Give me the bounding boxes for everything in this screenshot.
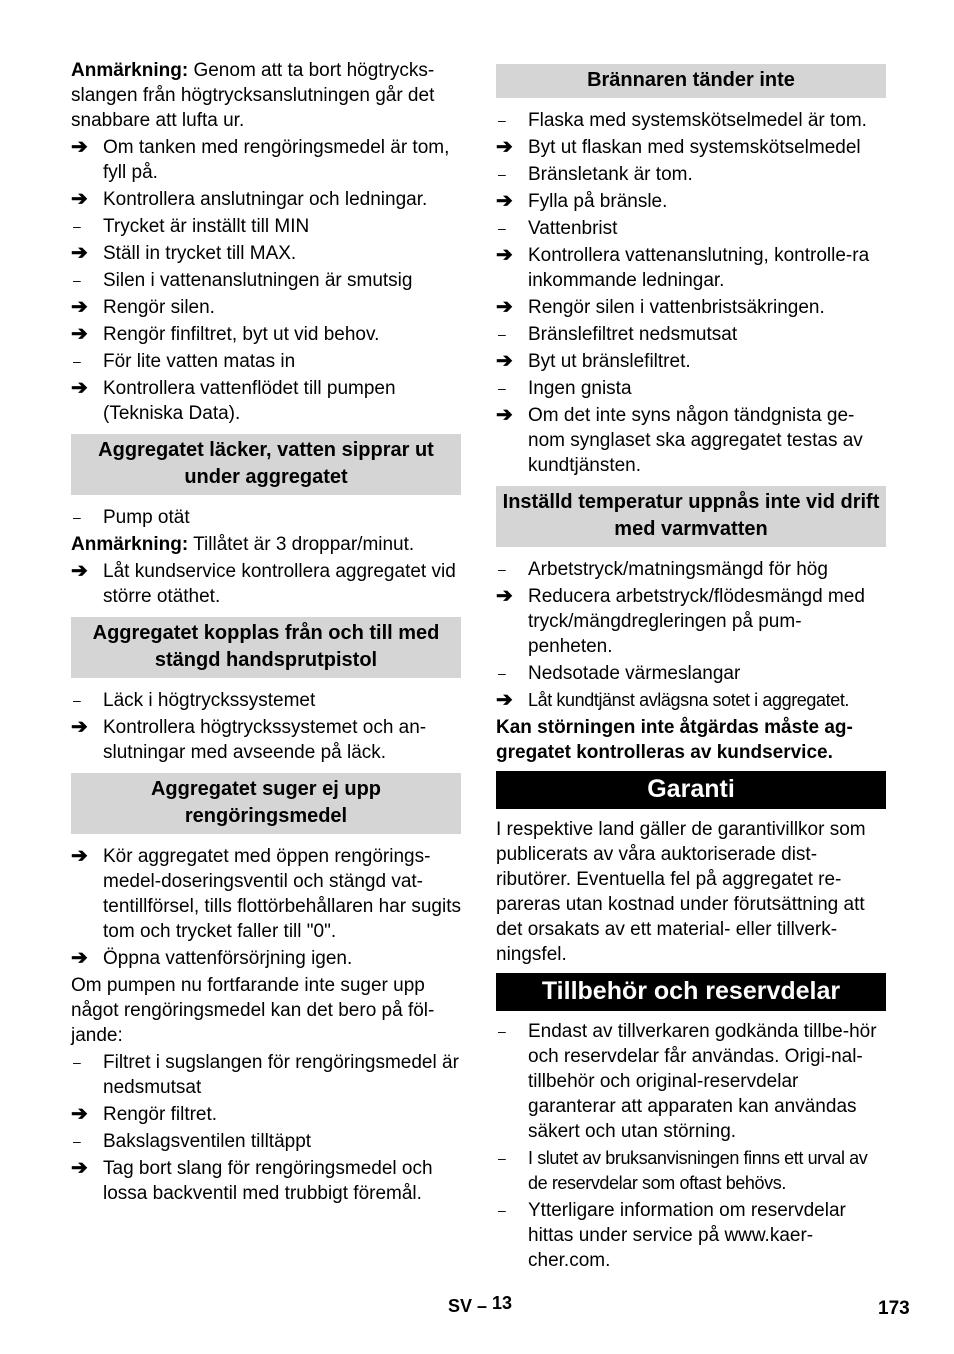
- list-item-text: Rengör finfiltret, byt ut vid behov.: [103, 324, 380, 345]
- note-paragraph: [71, 532, 461, 557]
- dash-bullet-icon: –: [73, 692, 81, 708]
- list-item: [71, 349, 461, 374]
- list-item: [496, 108, 886, 133]
- dash-bullet-icon: –: [73, 272, 81, 288]
- dash-bullet-icon: –: [73, 509, 81, 525]
- dash-bullet-icon: –: [498, 220, 506, 236]
- list-item-text: Läck i högtryckssystemet: [103, 690, 316, 711]
- note-paragraph: [71, 58, 461, 133]
- list-item-text: Vattenbrist: [528, 218, 618, 239]
- note-text: Tillåtet är 3 droppar/minut.: [188, 534, 415, 555]
- list-item: [71, 1156, 461, 1206]
- garanti-paragraph: I respektive land gäller de garantivillkor som publicerats av våra auktoriserade dist-ributörer. Eventuella fel på aggregatet re-pareras utan kostnad under förutsättning att det orsakats av ett material- eller tillverk-ningsfel.: [496, 819, 866, 965]
- list: [496, 108, 886, 478]
- dash-bullet-icon: –: [498, 665, 506, 681]
- list-item: [496, 322, 886, 347]
- arrow-right-icon: ➔: [71, 323, 88, 345]
- list-item-text: Om tanken med rengöringsmedel är tom, fyll på.: [103, 137, 450, 183]
- note-text: Genom att ta bort högtrycks-slangen från högtrycksanslutningen går det snabbare att lufta ur.: [71, 60, 435, 131]
- list-item-text: Rengör filtret.: [103, 1104, 218, 1125]
- section-heading: Aggregatet suger ej upp rengöringsmedel: [71, 773, 461, 834]
- dash-bullet-icon: –: [498, 1023, 506, 1039]
- list-item-text: Rengör silen i vattenbristsäkringen.: [528, 297, 825, 318]
- list-item: [71, 376, 461, 426]
- list-item: [71, 214, 461, 239]
- arrow-right-icon: ➔: [496, 404, 513, 426]
- list-item-text: Kontrollera vattenanslutning, kontrolle-ra inkommande ledningar.: [528, 245, 870, 291]
- list-item-text: Bränslefiltret nedsmutsat: [528, 324, 738, 345]
- list-item-text: Filtret i sugslangen för rengöringsmedel är nedsmutsat: [103, 1052, 459, 1098]
- list-item: [496, 1019, 886, 1144]
- list: [496, 557, 886, 713]
- dash-bullet-icon: –: [498, 1202, 506, 1218]
- list-item: [496, 349, 886, 374]
- arrow-right-icon: ➔: [496, 585, 513, 607]
- list-item: [71, 187, 461, 212]
- list-item-text: Låt kundservice kontrollera aggregatet vid större otäthet.: [103, 561, 456, 607]
- arrow-right-icon: ➔: [71, 242, 88, 264]
- list-item: [496, 243, 886, 293]
- list-item-text: I slutet av bruksanvisningen finns ett urval av de reservdelar som oftast behövs.: [528, 1148, 868, 1193]
- list-item: [496, 295, 886, 320]
- list-item: [496, 189, 886, 214]
- list-item-text: Endast av tillverkaren godkända tillbe-hör och reservdelar får användas. Origi-nal-tillbehör och original-reservdelar garanterar att apparaten kan användas säkert och utan störning.: [528, 1021, 877, 1142]
- dash-bullet-icon: –: [73, 218, 81, 234]
- list-item-text: Kontrollera vattenflödet till pumpen (Tekniska Data).: [103, 378, 396, 424]
- arrow-right-icon: ➔: [71, 188, 88, 210]
- list-item: [496, 376, 886, 401]
- list: [71, 135, 461, 426]
- list-item: [71, 295, 461, 320]
- list-item-text: Byt ut flaskan med systemskötselmedel: [528, 137, 861, 158]
- arrow-right-icon: ➔: [71, 1157, 88, 1179]
- dash-bullet-icon: –: [73, 1133, 81, 1149]
- footer-num: 13: [492, 1293, 513, 1313]
- footer-sep: –: [472, 1296, 493, 1316]
- page-number: 173: [878, 1298, 910, 1319]
- bold-paragraph: Kan störningen inte åtgärdas måste ag-gregatet kontrolleras av kundservice.: [496, 717, 853, 763]
- list-item-text: Bränsletank är tom.: [528, 164, 693, 185]
- list-item: [496, 403, 886, 478]
- list-item: [496, 1198, 886, 1273]
- list-item-text: Byt ut bränslefiltret.: [528, 351, 691, 372]
- footer-page-label: [448, 1293, 513, 1317]
- list: [71, 505, 461, 530]
- list-item: [71, 505, 461, 530]
- chapter-heading-tillbehor: Tillbehör och reservdelar: [496, 973, 886, 1011]
- list-item-text: Trycket är inställt till MIN: [103, 216, 310, 237]
- left-column: [71, 58, 461, 1208]
- arrow-right-icon: ➔: [71, 136, 88, 158]
- list-item: [71, 241, 461, 266]
- note-label: Anmärkning:: [71, 534, 189, 555]
- arrow-right-icon: ➔: [496, 296, 513, 318]
- dash-bullet-icon: –: [498, 166, 506, 182]
- dash-bullet-icon: –: [73, 353, 81, 369]
- list-item: [496, 557, 886, 582]
- list-item-text: För lite vatten matas in: [103, 351, 296, 372]
- arrow-right-icon: ➔: [496, 190, 513, 212]
- dash-bullet-icon: –: [498, 380, 506, 396]
- list-item-text: Arbetstryck/matningsmängd för hög: [528, 559, 828, 580]
- list-item: [71, 322, 461, 347]
- note-label: Anmärkning:: [71, 60, 189, 81]
- section-heading: Aggregatet kopplas från och till med stängd handsprutpistol: [71, 617, 461, 678]
- list: [71, 1050, 461, 1206]
- list-item: [71, 135, 461, 185]
- list-item: [71, 559, 461, 609]
- arrow-right-icon: ➔: [71, 845, 88, 867]
- list-item-text: Fylla på bränsle.: [528, 191, 668, 212]
- list-item: [496, 162, 886, 187]
- list-item: [496, 135, 886, 160]
- list-item-text: Reducera arbetstryck/flödesmängd med tryck/mängdregleringen på pum-penheten.: [528, 586, 865, 657]
- list-item-text: Kör aggregatet med öppen rengörings-medel-doseringsventil och stängd vat-tentillförsel, tills flottörbehållaren har sugits tom och trycket faller till "0".: [103, 846, 462, 942]
- list-item: [496, 584, 886, 659]
- arrow-right-icon: ➔: [71, 296, 88, 318]
- list-item-text: Bakslagsventilen tilltäppt: [103, 1131, 312, 1152]
- list-item-text: Om det inte syns någon tändgnista ge-nom synglaset ska aggregatet testas av kundtjänsten.: [528, 405, 863, 476]
- arrow-right-icon: ➔: [71, 377, 88, 399]
- list: [71, 688, 461, 765]
- list: [496, 1019, 886, 1273]
- arrow-right-icon: ➔: [71, 560, 88, 582]
- list-item: [71, 688, 461, 713]
- list-item: [71, 715, 461, 765]
- list-item-text: Ytterligare information om reservdelar hittas under service på www.kaer-cher.com.: [528, 1200, 846, 1271]
- dash-bullet-icon: –: [73, 1054, 81, 1070]
- list-item: [496, 1146, 886, 1196]
- right-column: [496, 58, 886, 1275]
- section-heading: Inställd temperatur uppnås inte vid drift med varmvatten: [496, 486, 886, 547]
- list-item: [496, 216, 886, 241]
- chapter-heading-garanti: Garanti: [496, 771, 886, 809]
- arrow-right-icon: ➔: [71, 947, 88, 969]
- list-item-text: Låt kundtjänst avlägsna sotet i aggregatet.: [528, 690, 850, 710]
- list-item-text: Rengör silen.: [103, 297, 215, 318]
- arrow-right-icon: ➔: [71, 1103, 88, 1125]
- list-item-text: Ställ in trycket till MAX.: [103, 243, 297, 264]
- list-item: [71, 268, 461, 293]
- list-item: [71, 1050, 461, 1100]
- section-heading: Aggregatet läcker, vatten sipprar ut under aggregatet: [71, 434, 461, 495]
- paragraph: Om pumpen nu fortfarande inte suger upp något rengöringsmedel kan det bero på föl-jande:: [71, 975, 435, 1046]
- arrow-right-icon: ➔: [71, 716, 88, 738]
- list-item-text: Silen i vattenanslutningen är smutsig: [103, 270, 413, 291]
- list-item: [71, 844, 461, 944]
- arrow-right-icon: ➔: [496, 244, 513, 266]
- list: [71, 559, 461, 609]
- list-item-text: Tag bort slang för rengöringsmedel och lossa backventil med trubbigt föremål.: [103, 1158, 433, 1204]
- list-item-text: Ingen gnista: [528, 378, 632, 399]
- arrow-right-icon: ➔: [496, 136, 513, 158]
- list-item-text: Öppna vattenförsörjning igen.: [103, 948, 353, 969]
- dash-bullet-icon: –: [498, 1150, 506, 1166]
- list-item-text: Kontrollera anslutningar och ledningar.: [103, 189, 428, 210]
- list-item: [496, 661, 886, 686]
- footer-lang: SV: [448, 1296, 473, 1316]
- list: [71, 844, 461, 971]
- arrow-right-icon: ➔: [496, 350, 513, 372]
- list-item: [496, 688, 886, 713]
- section-heading: Brännaren tänder inte: [496, 64, 886, 98]
- list-item-text: Pump otät: [103, 507, 190, 528]
- dash-bullet-icon: –: [498, 112, 506, 128]
- list-item-text: Kontrollera högtryckssystemet och an-slutningar med avseende på läck.: [103, 717, 427, 763]
- list-item-text: Flaska med systemskötselmedel är tom.: [528, 110, 867, 131]
- dash-bullet-icon: –: [498, 326, 506, 342]
- list-item: [71, 1102, 461, 1127]
- list-item: [71, 1129, 461, 1154]
- list-item: [71, 946, 461, 971]
- dash-bullet-icon: –: [498, 561, 506, 577]
- list-item-text: Nedsotade värmeslangar: [528, 663, 741, 684]
- arrow-right-icon: ➔: [496, 689, 513, 711]
